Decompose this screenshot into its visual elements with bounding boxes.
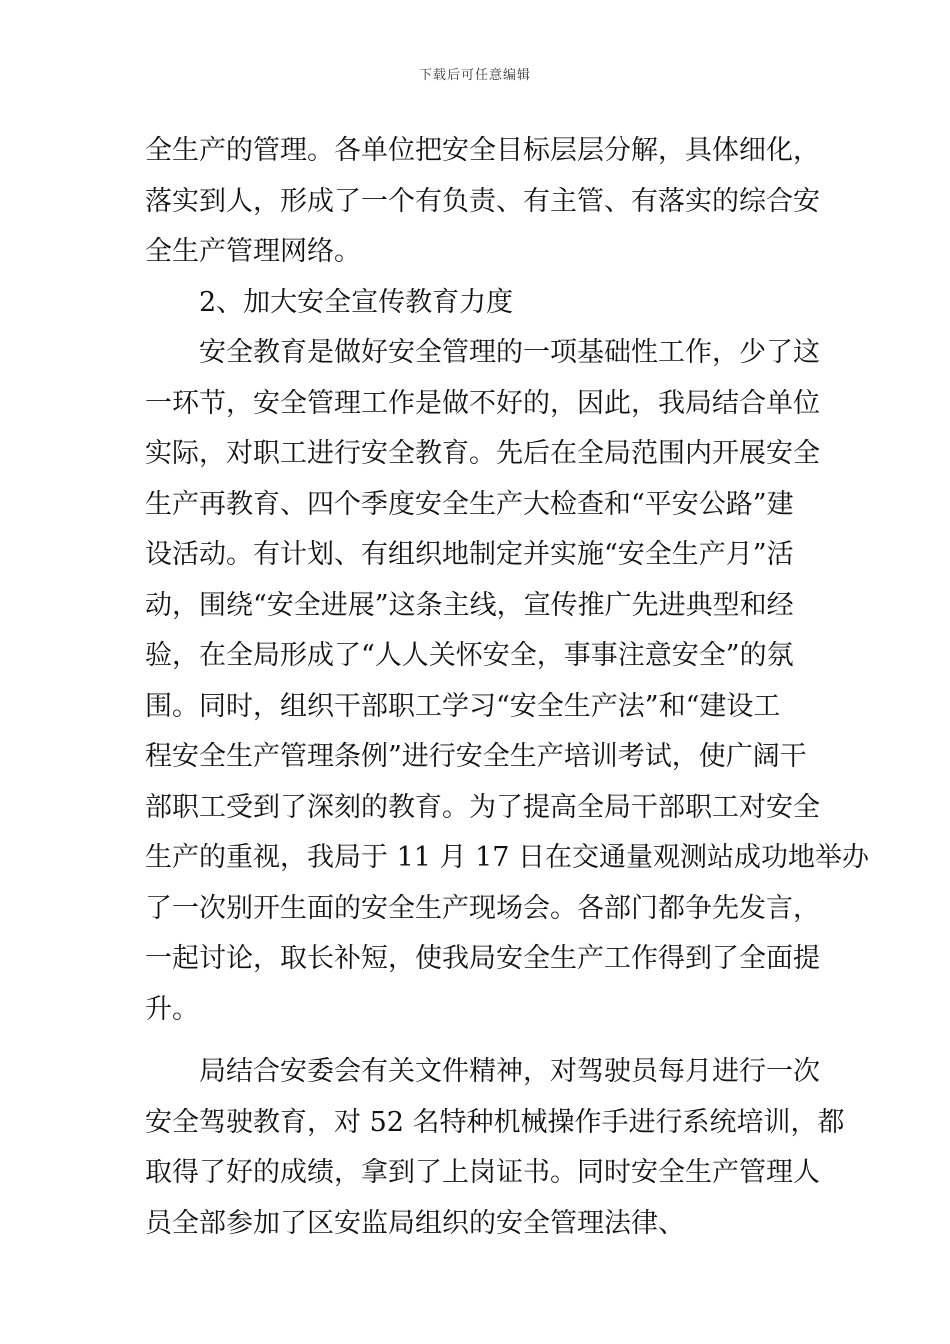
document-body xyxy=(145,126,870,1249)
text-line: 了一次别开生面的安全生产现场会。各部门都争先发言， xyxy=(145,892,820,924)
paragraph-gap xyxy=(145,1035,815,1047)
text-line: 程安全生产管理条例”进行安全生产培训考试，使广阔干 xyxy=(145,741,807,772)
heading-text: 2、加大安全宣传教育力度 xyxy=(199,286,514,318)
text-line: 设活动。有计划、有组织地制定并实施“安全生产月”活 xyxy=(145,539,794,570)
text-line: 围。同时，组织干部职工学习“安全生产法”和“建设工 xyxy=(145,690,781,722)
section-heading xyxy=(145,278,815,329)
text-line: 部职工受到了深刻的教育。为了提高全局干部职工对安全 xyxy=(145,791,820,823)
text-line: 全生产管理网络。 xyxy=(145,236,361,267)
text-line: 全生产的管理。各单位把安全目标层层分解，具体细化， xyxy=(145,135,820,166)
text-line: 生产的重视，我局于 11 月 17 日在交通量观测站成功地举办 xyxy=(145,842,870,873)
text-line: 一起讨论，取长补短，使我局安全生产工作得到了全面提 xyxy=(145,943,820,974)
text-line: 验，在全局形成了“人人关怀安全，事事注意安全”的氛 xyxy=(145,640,794,671)
header-note: 下载后可任意编辑 xyxy=(418,68,531,83)
text-line: 动，围绕“安全进展”这条主线，宣传推广先进典型和经 xyxy=(145,589,794,621)
paragraph-continuation xyxy=(145,126,820,278)
text-line: 落实到人，形成了一个有负责、有主管、有落实的综合安 xyxy=(145,185,820,217)
text-line: 安全教育是做好安全管理的一项基础性工作，少了这 xyxy=(199,337,820,368)
text-line: 局结合安委会有关文件精神，对驾驶员每月进行一次 xyxy=(199,1056,820,1087)
paragraph-driver-training xyxy=(145,1047,845,1249)
text-line: 升。 xyxy=(145,993,199,1025)
text-line: 取得了好的成绩，拿到了上岗证书。同时安全生产管理人 xyxy=(145,1157,820,1188)
text-line: 一环节，安全管理工作是做不好的，因此，我局结合单位 xyxy=(145,387,820,419)
paragraph-safety-education xyxy=(145,328,870,1035)
text-line: 生产再教育、四个季度安全生产大检查和“平安公路”建 xyxy=(145,488,794,520)
text-line: 员全部参加了区安监局组织的安全管理法律、 xyxy=(145,1207,685,1239)
text-line: 实际，对职工进行安全教育。先后在全局范围内开展安全 xyxy=(145,438,820,469)
text-line: 安全驾驶教育，对 52 名特种机械操作手进行系统培训，都 xyxy=(145,1106,845,1138)
